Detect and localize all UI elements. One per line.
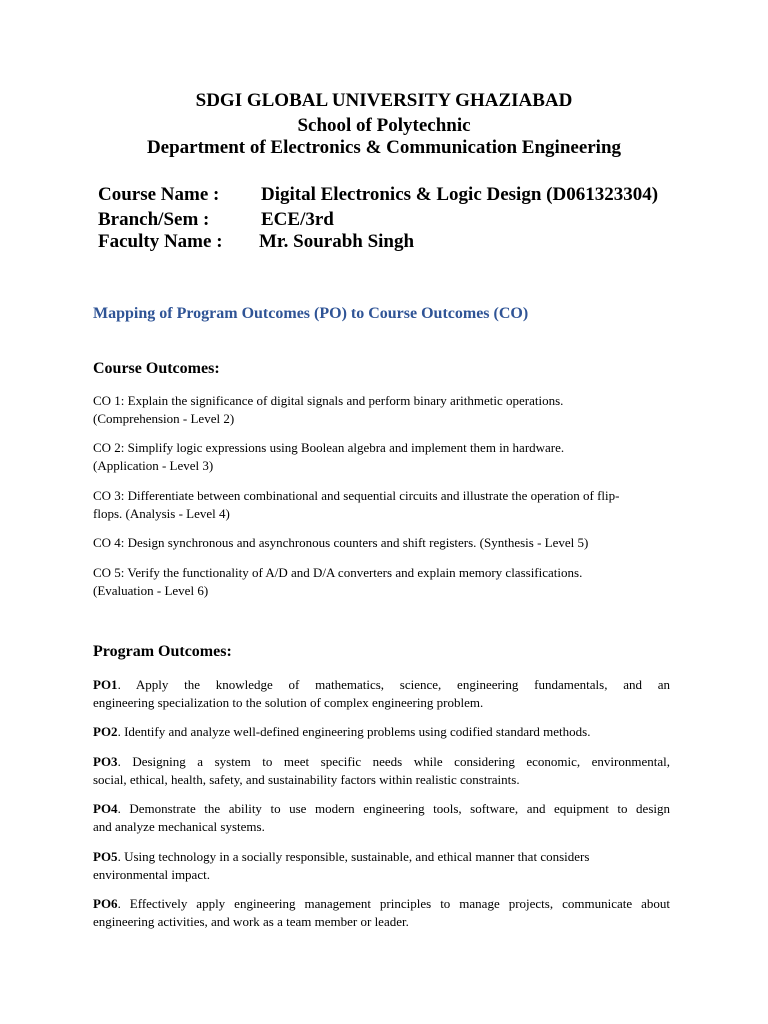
course-outcome-text: CO 2: Simplify logic expressions using Boolean algebra and implement them in hardware.: [93, 440, 565, 455]
program-outcome-line: [93, 676, 670, 694]
program-outcome-code: PO6: [93, 896, 118, 911]
program-outcome-line: [93, 848, 670, 866]
course-outcome-level: flops. (Analysis - Level 4): [93, 505, 230, 521]
program-outcome-continuation: engineering specialization to the solution of complex engineering problem.: [93, 694, 484, 710]
course-outcome-2: [93, 439, 670, 474]
program-outcome-code: PO3: [93, 754, 118, 769]
mapping-title: Mapping of Program Outcomes (PO) to Course Outcomes (CO): [93, 305, 529, 322]
program-outcomes-heading: Program Outcomes:: [93, 643, 232, 660]
program-outcome-6: [93, 895, 670, 930]
department-name: Department of Electronics & Communication Engineering: [146, 137, 622, 158]
course-outcomes-heading: Course Outcomes:: [93, 360, 220, 377]
branch-sem-label: Branch/Sem :: [98, 209, 210, 230]
program-outcome-text: . Using technology in a socially responsible, sustainable, and ethical manner that considers: [117, 849, 590, 864]
program-outcome-text: . Designing a system to meet specific needs while considering economic, environmental,: [117, 754, 670, 769]
program-outcome-line: [93, 723, 670, 741]
program-outcome-line: [93, 895, 670, 913]
course-outcome-level: (Comprehension - Level 2): [93, 410, 235, 426]
course-outcome-4: [93, 534, 670, 552]
course-outcome-3: [93, 487, 670, 522]
faculty-name-label: Faculty Name :: [98, 231, 223, 252]
program-outcome-code: PO4: [93, 801, 118, 816]
course-outcome-text: CO 5: Verify the functionality of A/D and D/A converters and explain memory classifications.: [93, 565, 583, 580]
branch-sem-value: ECE/3rd: [261, 209, 334, 230]
course-outcome-level: (Evaluation - Level 6): [93, 582, 209, 598]
program-outcome-line: [93, 800, 670, 818]
program-outcome-code: PO2: [93, 724, 118, 739]
program-outcome-2: [93, 723, 670, 741]
program-outcome-1: [93, 676, 670, 711]
school-name: School of Polytechnic: [297, 115, 471, 136]
course-outcome-5: [93, 564, 670, 599]
program-outcome-text: . Effectively apply engineering management principles to manage projects, communicate about: [117, 896, 670, 911]
program-outcome-continuation: social, ethical, health, safety, and sustainability factors within realistic constraints.: [93, 771, 520, 787]
program-outcome-continuation: and analyze mechanical systems.: [93, 818, 265, 834]
program-outcome-code: PO5: [93, 849, 118, 864]
faculty-name-value: Mr. Sourabh Singh: [259, 231, 415, 252]
course-outcome-text: CO 4: Design synchronous and asynchronous counters and shift registers. (Synthesis - Level 5): [93, 535, 589, 550]
program-outcome-continuation: engineering activities, and work as a team member or leader.: [93, 913, 409, 929]
course-outcome-1: [93, 392, 670, 427]
program-outcome-4: [93, 800, 670, 835]
program-outcome-3: [93, 753, 670, 788]
university-name: SDGI GLOBAL UNIVERSITY GHAZIABAD: [195, 90, 573, 111]
program-outcome-5: [93, 848, 670, 883]
course-outcome-level: (Application - Level 3): [93, 457, 214, 473]
program-outcome-text: . Apply the knowledge of mathematics, science, engineering fundamentals, and an: [117, 677, 670, 692]
course-outcome-text: CO 1: Explain the significance of digital signals and perform binary arithmetic operations.: [93, 393, 564, 408]
course-name-label: Course Name :: [98, 184, 220, 205]
course-name-value: Digital Electronics & Logic Design (D061323304): [261, 184, 659, 205]
program-outcome-text: . Demonstrate the ability to use modern engineering tools, software, and equipment to design: [117, 801, 670, 816]
program-outcome-continuation: environmental impact.: [93, 866, 210, 882]
course-outcome-text: CO 3: Differentiate between combinational and sequential circuits and illustrate the operation of flip-: [93, 488, 620, 503]
program-outcome-text: . Identify and analyze well-defined engineering problems using codified standard methods.: [117, 724, 591, 739]
program-outcome-code: PO1: [93, 677, 118, 692]
program-outcome-line: [93, 753, 670, 771]
